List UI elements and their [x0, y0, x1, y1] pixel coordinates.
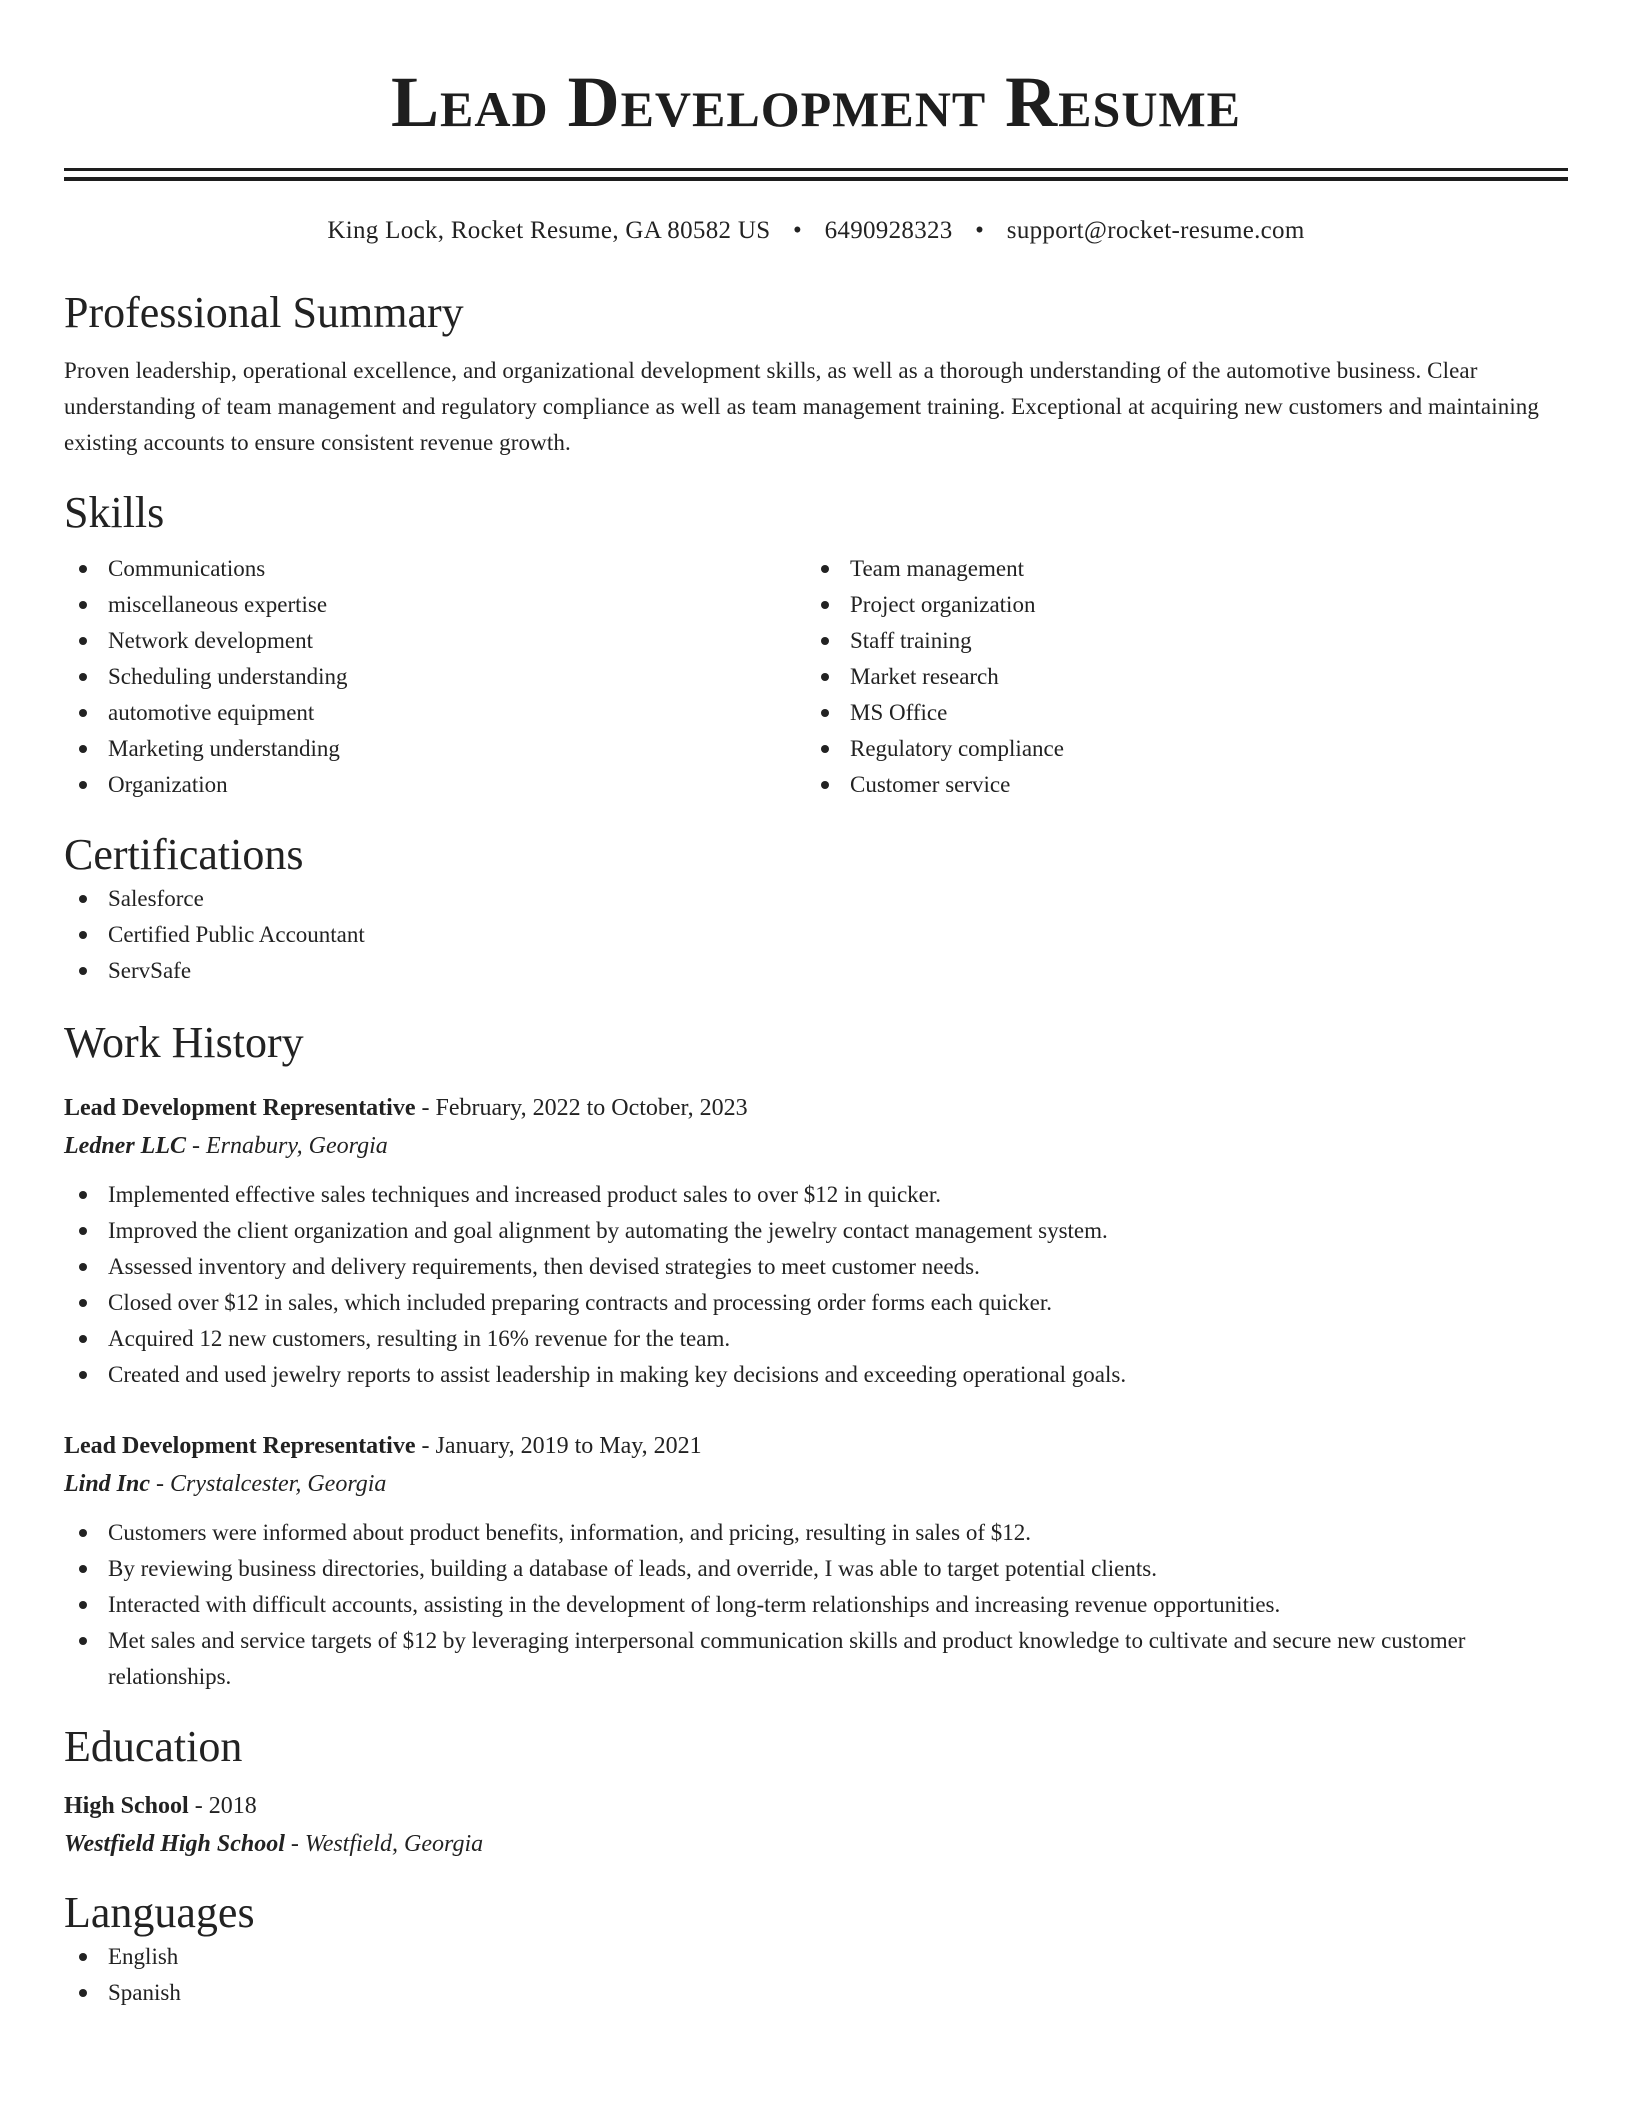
job-bullets: [64, 1515, 1568, 1695]
job-bullet: Improved the client organization and goal alignment by automating the jewelry contact management system.: [64, 1213, 1568, 1249]
skills-list-left: [64, 551, 806, 803]
job-location: - Ernabury, Georgia: [191, 1133, 388, 1159]
job-entry: [64, 1089, 1568, 1393]
certification-item: Certified Public Accountant: [64, 917, 1568, 953]
skill-item: Team management: [806, 551, 1548, 587]
summary-heading: Professional Summary: [64, 288, 464, 337]
skill-item: Organization: [64, 767, 806, 803]
education-degree: High School: [64, 1793, 189, 1819]
job-bullet: Interacted with difficult accounts, assisting in the development of long-term relationships and increasing revenue opportunities.: [64, 1587, 1568, 1623]
contact-separator: •: [975, 217, 985, 244]
skill-item: Regulatory compliance: [806, 731, 1548, 767]
education-entry: [64, 1787, 1568, 1863]
job-location: - Crystalcester, Georgia: [156, 1471, 387, 1497]
resume-title: Lead Development Resume: [391, 62, 1241, 142]
skills-list-right: [806, 551, 1548, 803]
education-location: - Westfield, Georgia: [290, 1831, 484, 1857]
job-title: Lead Development Representative: [64, 1095, 416, 1121]
languages-list: [64, 1939, 1568, 2011]
job-bullet: Created and used jewelry reports to assist leadership in making key decisions and exceeding operational goals.: [64, 1357, 1568, 1393]
title-rule-thin: [64, 168, 1568, 171]
skill-item: Communications: [64, 551, 806, 587]
skill-item: Project organization: [806, 587, 1548, 623]
title-rule-thick: [64, 177, 1568, 181]
contact-line: [64, 215, 1568, 247]
skill-item: Market research: [806, 659, 1548, 695]
education-degree-line: [64, 1787, 1568, 1825]
education-heading: Education: [64, 1722, 243, 1771]
certifications-heading: Certifications: [64, 830, 304, 879]
skill-item: Scheduling understanding: [64, 659, 806, 695]
job-company-line: [64, 1127, 1568, 1165]
certification-item: ServSafe: [64, 953, 1568, 989]
skills-heading: Skills: [64, 488, 165, 537]
language-item: Spanish: [64, 1975, 1568, 2011]
education-year: - 2018: [194, 1793, 257, 1819]
skill-item: Staff training: [806, 623, 1548, 659]
contact-separator: •: [792, 217, 803, 244]
skills-columns: [64, 551, 1568, 803]
job-bullet: Assessed inventory and delivery requirements, then devised strategies to meet customer needs.: [64, 1249, 1568, 1285]
job-title: Lead Development Representative: [64, 1433, 416, 1459]
resume-page: [64, 0, 1568, 2011]
job-bullet: Customers were informed about product benefits, information, and pricing, resulting in sales of $12.: [64, 1515, 1568, 1551]
job-bullet: Implemented effective sales techniques and increased product sales to over $12 in quicker.: [64, 1177, 1568, 1213]
certifications-list: [64, 881, 1568, 989]
contact-phone: 6490928323: [824, 217, 953, 244]
work-history-heading: Work History: [64, 1018, 304, 1067]
skill-item: automotive equipment: [64, 695, 806, 731]
skill-item: MS Office: [806, 695, 1548, 731]
job-company: Lind Inc: [64, 1471, 151, 1497]
languages-heading: Languages: [64, 1888, 255, 1937]
job-company-line: [64, 1465, 1568, 1503]
job-bullet: Acquired 12 new customers, resulting in 16% revenue for the team.: [64, 1321, 1568, 1357]
education-school: Westfield High School: [64, 1831, 285, 1857]
job-bullet: Met sales and service targets of $12 by leveraging interpersonal communication skills and product knowledge to cultivate and secure new customer relationships.: [64, 1623, 1568, 1695]
summary-text: Proven leadership, operational excellence, and organizational development skills, as well as a thorough understanding of the automotive business. Clear understanding of team management and regulatory compliance as well as team management training. Exceptional at acquiring new customers and maintaining existing accounts to ensure consistent revenue growth.: [64, 358, 1540, 455]
job-bullet: Closed over $12 in sales, which included preparing contracts and processing order forms each quicker.: [64, 1285, 1568, 1321]
job-dates: - January, 2019 to May, 2021: [421, 1433, 702, 1459]
job-bullet: By reviewing business directories, building a database of leads, and override, I was able to target potential clients.: [64, 1551, 1568, 1587]
job-bullets: [64, 1177, 1568, 1393]
skill-item: Network development: [64, 623, 806, 659]
contact-address: King Lock, Rocket Resume, GA 80582 US: [327, 217, 771, 244]
job-dates: - February, 2022 to October, 2023: [421, 1095, 748, 1121]
skill-item: Marketing understanding: [64, 731, 806, 767]
job-title-line: [64, 1427, 1568, 1465]
job-title-line: [64, 1089, 1568, 1127]
certification-item: Salesforce: [64, 881, 1568, 917]
language-item: English: [64, 1939, 1568, 1975]
skill-item: miscellaneous expertise: [64, 587, 806, 623]
job-entry: [64, 1427, 1568, 1695]
skill-item: Customer service: [806, 767, 1548, 803]
education-school-line: [64, 1825, 1568, 1863]
job-company: Ledner LLC: [64, 1133, 186, 1159]
contact-email: support@rocket-resume.com: [1006, 217, 1305, 244]
